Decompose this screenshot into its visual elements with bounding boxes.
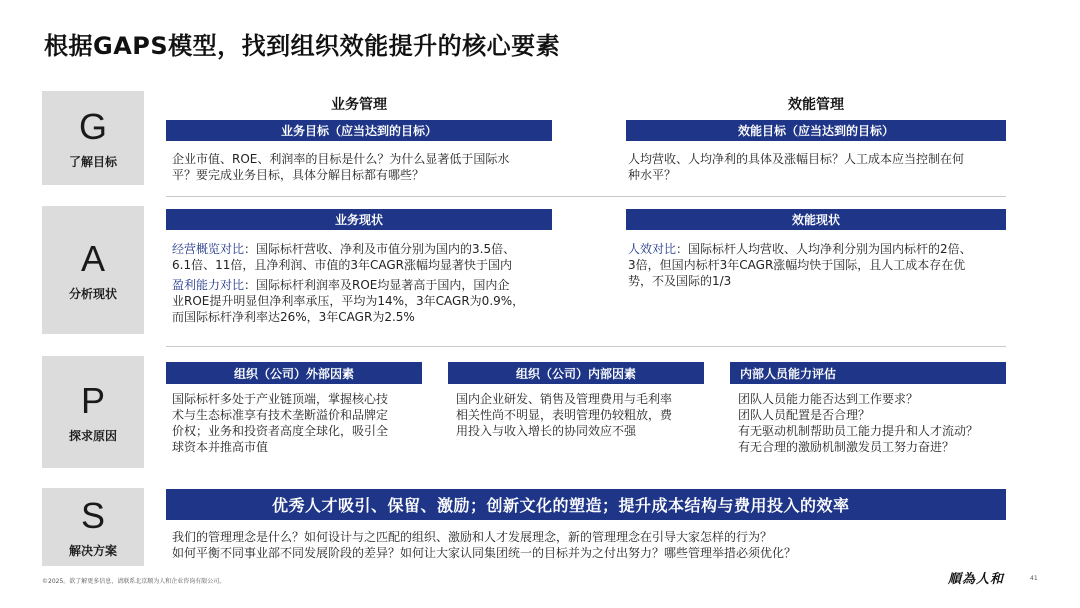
business-goal-bar: 业务目标（应当达到的目标） (166, 120, 552, 141)
row-letter: G (78, 105, 107, 147)
row-label-text: 分析现状 (68, 286, 117, 301)
brand-logo: 順為人和 (948, 572, 1005, 587)
capability-assessment-text: 团队人员能力能否达到工作要求？ 团队人员配置是否合理？ 有无驱动机制帮助员工能力提升和人才流动？ 有无合理的激励机制激发员工努力奋进？ (738, 392, 979, 454)
efficiency-status-text: 人效对比：国际标杆人均营收、人均净利分别为国内标杆的2倍、 3倍，但国内标杆3年CAGR涨幅均快于国际，且人工成本存在优 势，不及国际的1/3 (628, 242, 972, 288)
highlight-label: 人效对比 (628, 242, 677, 256)
column-header-business: 业务管理 (331, 97, 387, 113)
external-factors-text: 国际标杆多处于产业链顶端，掌握核心技 术与生态标准享有技术垄断溢价和品牌定 价权；业务和投资者高度全球化，吸引全 球资本并推高市值 (172, 392, 389, 454)
row-label-text: 了解目标 (68, 154, 117, 169)
business-status-text: 经营概览对比：国际标杆营收、净利及市值分别为国内的3.5倍、 6.1倍、11倍，且净利润、市值的3年CAGR涨幅均显著快于国内 盈利能力对比：国际标杆利润率及ROE均显著高于国内，国内企 业ROE提升明显但净利率承压，平均为14%，3年CAGR为0.9%， 而国际标杆净利率达26%，3年CAGR为2.5% (172, 242, 525, 324)
row-label-s (42, 488, 144, 566)
business-status-bar: 业务现状 (166, 209, 552, 230)
page-number: 41 (1030, 575, 1038, 582)
page-title: 根据GAPS模型，找到组织效能提升的核心要素 (44, 32, 561, 60)
row-letter: P (80, 379, 105, 421)
row-label-text: 探求原因 (68, 428, 117, 443)
business-goal-text: 企业市值、ROE、利润率的目标是什么？为什么显著低于国际水 平？要完成业务目标，具体分解目标都有哪些？ (172, 152, 510, 182)
row-divider (166, 346, 1006, 347)
row-label-g (42, 91, 144, 185)
internal-factors-text: 国内企业研发、销售及管理费用与毛利率 相关性尚不明显，表明管理仍较粗放，费 用投入与收入增长的协同效应不强 (456, 392, 673, 438)
row-letter: S (80, 494, 105, 536)
efficiency-status-bar: 效能现状 (626, 209, 1006, 230)
row-letter: A (80, 237, 105, 279)
highlight-label: 经营概览对比 (172, 242, 245, 256)
external-factors-bar: 组织（公司）外部因素 (166, 362, 422, 384)
capability-assessment-bar: 内部人员能力评估 (730, 362, 1006, 384)
internal-factors-bar: 组织（公司）内部因素 (448, 362, 704, 384)
row-divider (166, 196, 1006, 197)
footer-copyright: ©2025。欲了解更多信息，请联系北京顺为人和企业咨询有限公司。 (42, 578, 226, 585)
solution-text: 我们的管理理念是什么？如何设计与之匹配的组织、激励和人才发展理念，新的管理理念在引导大家怎样的行为？ 如何平衡不同事业部不同发展阶段的差异？如何让大家认同集团统一的目标并为之付出努力？哪些管理举措必须优化？ (172, 530, 797, 560)
efficiency-goal-bar: 效能目标（应当达到的目标） (626, 120, 1006, 141)
row-label-text: 解决方案 (68, 543, 117, 558)
row-label-p (42, 356, 144, 468)
highlight-label: 盈利能力对比 (172, 278, 245, 292)
row-label-a (42, 206, 144, 334)
solution-bar: 优秀人才吸引、保留、激励；创新文化的塑造；提升成本结构与费用投入的效率 (166, 489, 1006, 520)
column-header-efficiency: 效能管理 (788, 97, 844, 113)
efficiency-goal-text: 人均营收、人均净利的具体及涨幅目标？人工成本应当控制在何 种水平？ (628, 152, 965, 182)
